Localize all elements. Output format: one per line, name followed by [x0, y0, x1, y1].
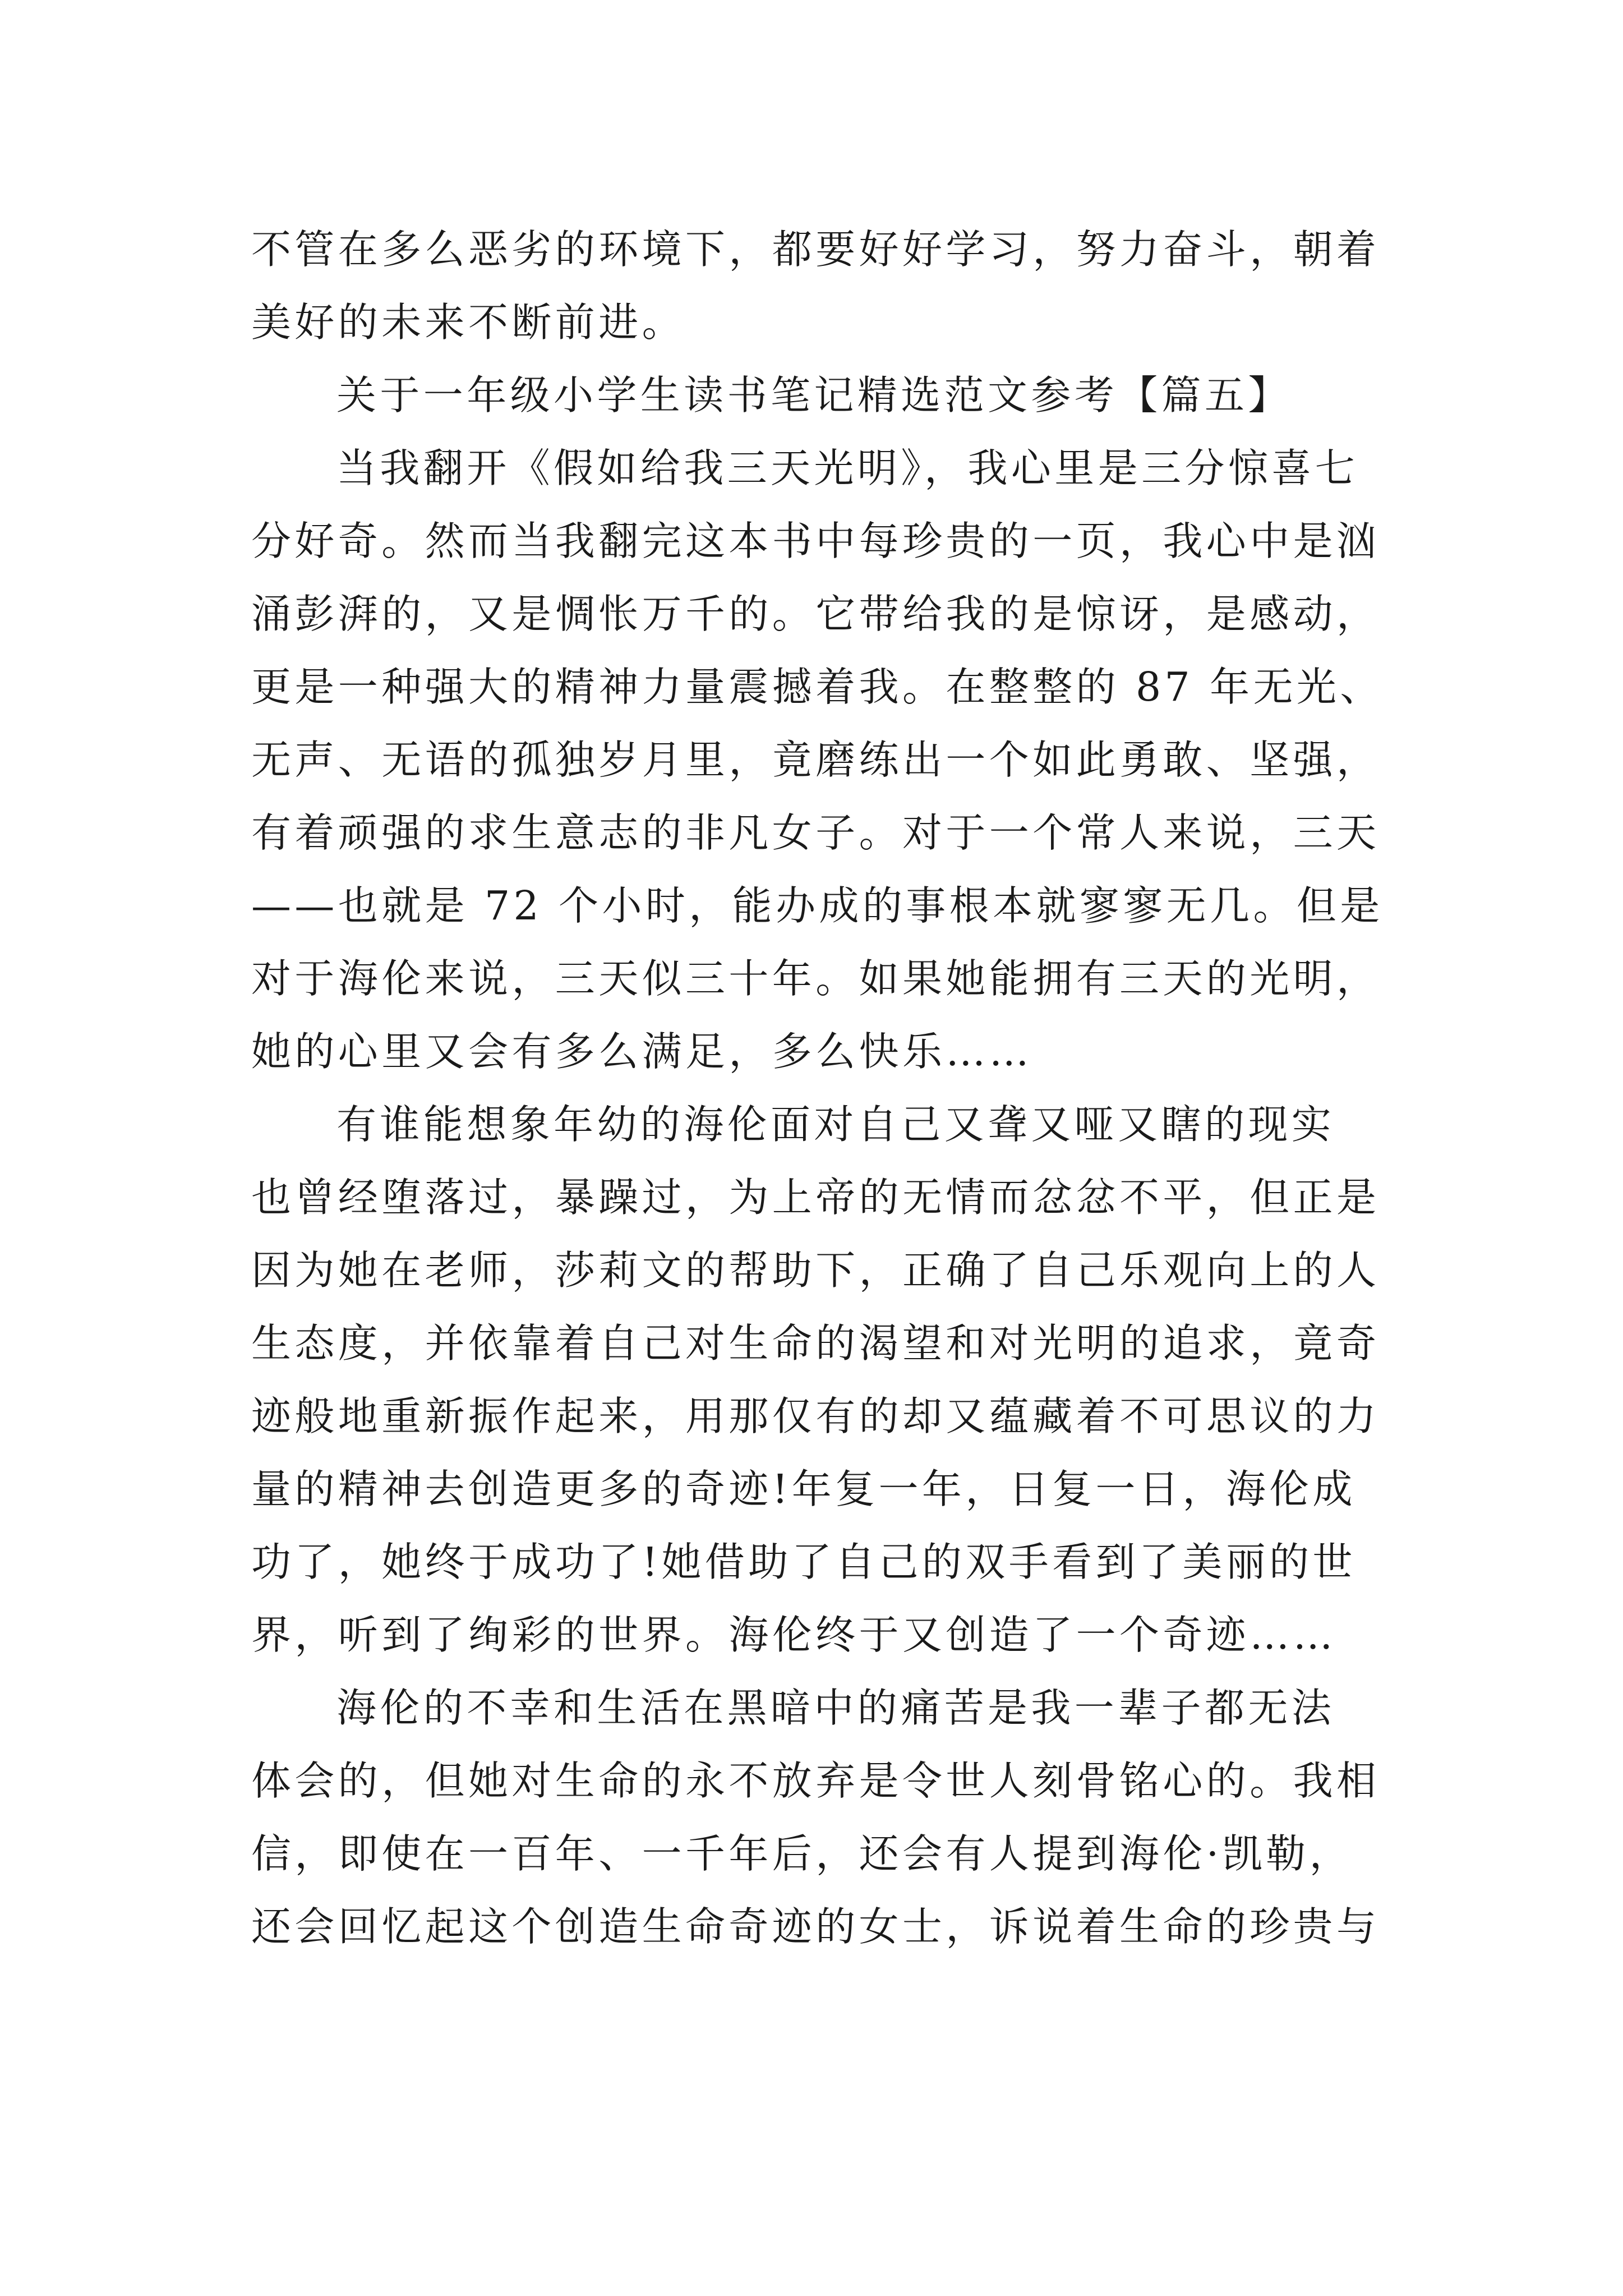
section-heading: 关于一年级小学生读书笔记精选范文参考【篇五】 [336, 372, 1292, 418]
text-line: 对于海伦来说，三天似三十年。如果她能拥有三天的光明， [251, 955, 1380, 1002]
text-line: ——也就是 72 个小时，能办成的事根本就寥寥无几。但是 [251, 882, 1384, 929]
text-line: 信，即使在一百年、一千年后，还会有人提到海伦·凯勒， [251, 1830, 1353, 1877]
text-line: 无声、无语的孤独岁月里，竟磨练出一个如此勇敢、坚强， [251, 737, 1380, 783]
text-line: 量的精神去创造更多的奇迹!年复一年，日复一日，海伦成 [251, 1466, 1356, 1512]
text-line: 海伦的不幸和生活在黑暗中的痛苦是我一辈子都无法 [336, 1685, 1335, 1731]
text-line: 迹般地重新振作起来，用那仅有的却又蕴藏着不可思议的力 [251, 1393, 1380, 1439]
text-line: 她的心里又会有多么满足，多么快乐…… [251, 1028, 1033, 1075]
text-line: 不管在多么恶劣的环境下，都要好好学习，努力奋斗，朝着 [251, 226, 1380, 273]
text-line: 更是一种强大的精神力量震撼着我。在整整的 87 年无光、 [251, 664, 1384, 710]
text-line: 有谁能想象年幼的海伦面对自己又聋又哑又瞎的现实 [336, 1101, 1335, 1148]
text-line: 因为她在老师，莎莉文的帮助下，正确了自己乐观向上的人 [251, 1247, 1380, 1294]
text-line: 涌彭湃的，又是惆怅万千的。它带给我的是惊讶，是感动， [251, 591, 1380, 637]
text-line: 当我翻开《假如给我三天光明》，我心里是三分惊喜七 [336, 445, 1359, 491]
text-line: 功了，她终于成功了!她借助了自己的双手看到了美丽的世 [251, 1539, 1356, 1585]
text-line: 分好奇。然而当我翻完这本书中每珍贵的一页，我心中是汹 [251, 518, 1380, 564]
text-line: 也曾经堕落过，暴躁过，为上帝的无情而忿忿不平，但正是 [251, 1174, 1380, 1221]
text-line: 生态度，并依靠着自己对生命的渴望和对光明的追求，竟奇 [251, 1320, 1380, 1366]
text-line: 有着顽强的求生意志的非凡女子。对于一个常人来说，三天 [251, 809, 1380, 856]
text-line: 体会的，但她对生命的永不放弃是令世人刻骨铭心的。我相 [251, 1757, 1380, 1804]
text-line: 还会回忆起这个创造生命奇迹的女士，诉说着生命的珍贵与 [251, 1903, 1380, 1950]
text-line: 界，听到了绚彩的世界。海伦终于又创造了一个奇迹…… [251, 1612, 1337, 1658]
text-line: 美好的未来不断前进。 [251, 299, 686, 346]
